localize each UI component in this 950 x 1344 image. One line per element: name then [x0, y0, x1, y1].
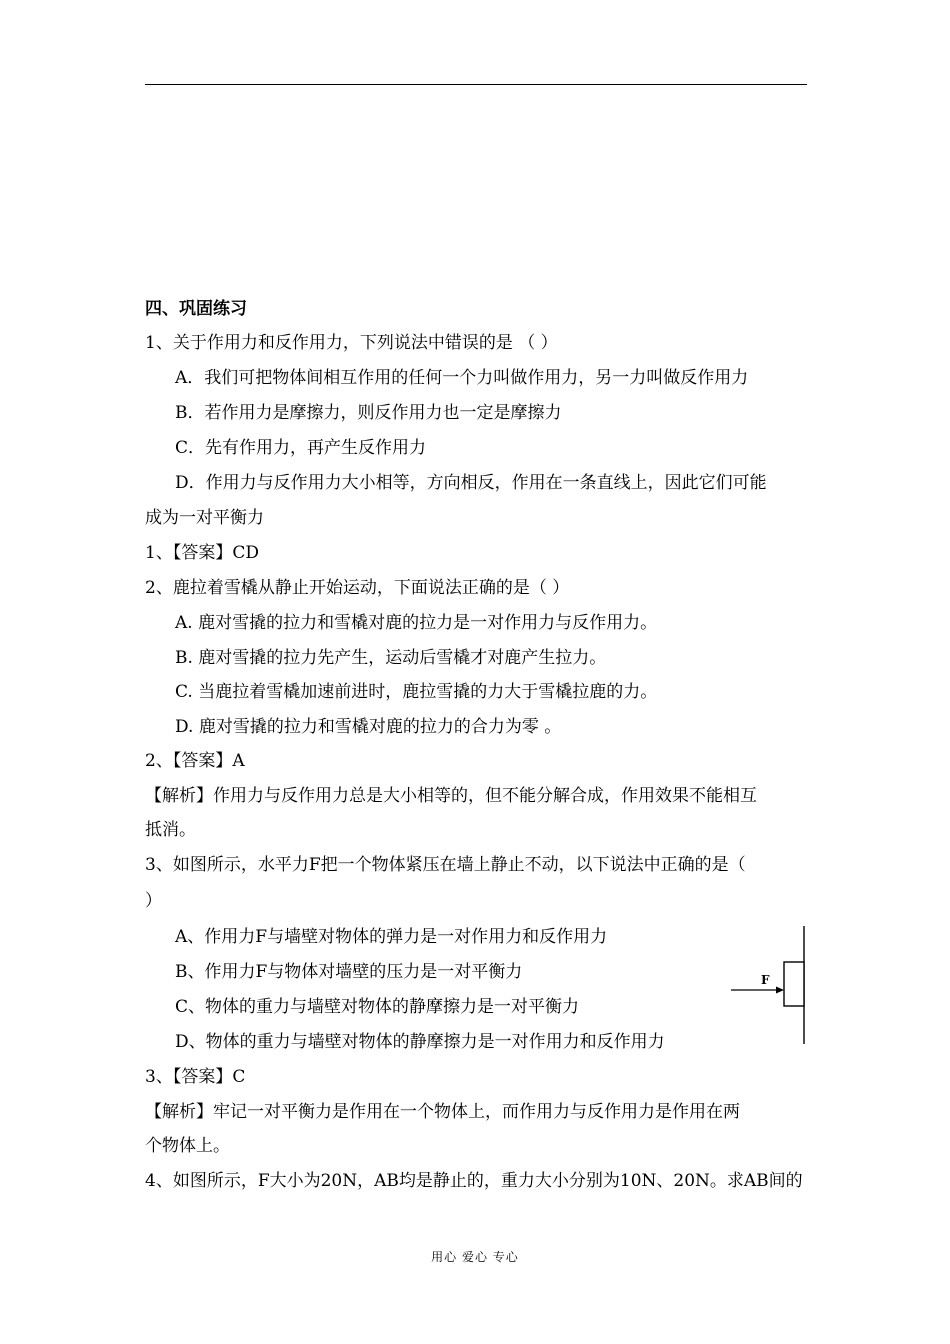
q3-option-c: C、物体的重力与墙壁对物体的静摩擦力是一对平衡力: [175, 997, 580, 1017]
q3-option-d: D、物体的重力与墙壁对物体的静摩擦力是一对作用力和反作用力: [175, 1032, 665, 1052]
q2-stem: 2、鹿拉着雪橇从静止开始运动，下面说法正确的是（ ）: [145, 578, 570, 598]
q1-option-b: B．若作用力是摩擦力，则反作用力也一定是摩擦力: [175, 403, 562, 423]
q3-answer: 3、【答案】C: [145, 1067, 246, 1087]
q3-option-a: A、作用力F与墙壁对物体的弹力是一对作用力和反作用力: [175, 927, 608, 947]
q2-option-c: C. 当鹿拉着雪橇加速前进时，鹿拉雪撬的力大于雪橇拉鹿的力。: [175, 682, 658, 702]
q2-option-a: A. 鹿对雪撬的拉力和雪橇对鹿的拉力是一对作用力与反作用力。: [175, 613, 658, 633]
q2-answer: 2、【答案】A: [145, 751, 245, 771]
q3-stem: 3、如图所示，水平力F把一个物体紧压在墙上静止不动，以下说法中正确的是（: [145, 855, 746, 875]
q1-option-c: C．先有作用力，再产生反作用力: [175, 438, 427, 458]
wall-force-diagram: [728, 926, 818, 1046]
header-rule: [145, 84, 807, 85]
q1-option-d-cont: 成为一对平衡力: [145, 508, 264, 528]
page-footer: 用心 爱心 专心: [431, 1250, 519, 1264]
q3-stem-cont: ）: [145, 891, 162, 911]
q1-option-a: A．我们可把物体间相互作用的任何一个力叫做作用力，另一力叫做反作用力: [175, 368, 749, 388]
q1-stem: 1、关于作用力和反作用力，下列说法中错误的是 （ ）: [145, 333, 558, 353]
force-label: F: [761, 973, 770, 987]
q2-analysis: 【解析】作用力与反作用力总是大小相等的，但不能分解合成，作用效果不能相互: [145, 786, 757, 806]
q2-analysis-cont: 抵消。: [145, 820, 196, 840]
q1-answer: 1、【答案】CD: [145, 543, 259, 563]
q2-option-d: D. 鹿对雪撬的拉力和雪橇对鹿的拉力的合力为零 。: [175, 717, 562, 737]
q2-option-b: B. 鹿对雪撬的拉力先产生，运动后雪橇才对鹿产生拉力。: [175, 648, 607, 668]
q3-analysis-cont: 个物体上。: [145, 1136, 230, 1156]
section-title: 四、巩固练习: [145, 299, 247, 319]
q1-option-d: D．作用力与反作用力大小相等，方向相反，作用在一条直线上，因此它们可能: [175, 473, 767, 493]
q3-option-b: B、作用力F与物体对墙壁的压力是一对平衡力: [175, 962, 523, 982]
q4-stem: 4、如图所示，F大小为20N，AB均是静止的，重力大小分别为10N、20N。求AB间的: [145, 1171, 803, 1191]
force-arrow-head: [776, 987, 784, 994]
block-rect: [784, 962, 804, 1006]
q3-analysis: 【解析】牢记一对平衡力是作用在一个物体上，而作用力与反作用力是作用在两: [145, 1102, 740, 1122]
